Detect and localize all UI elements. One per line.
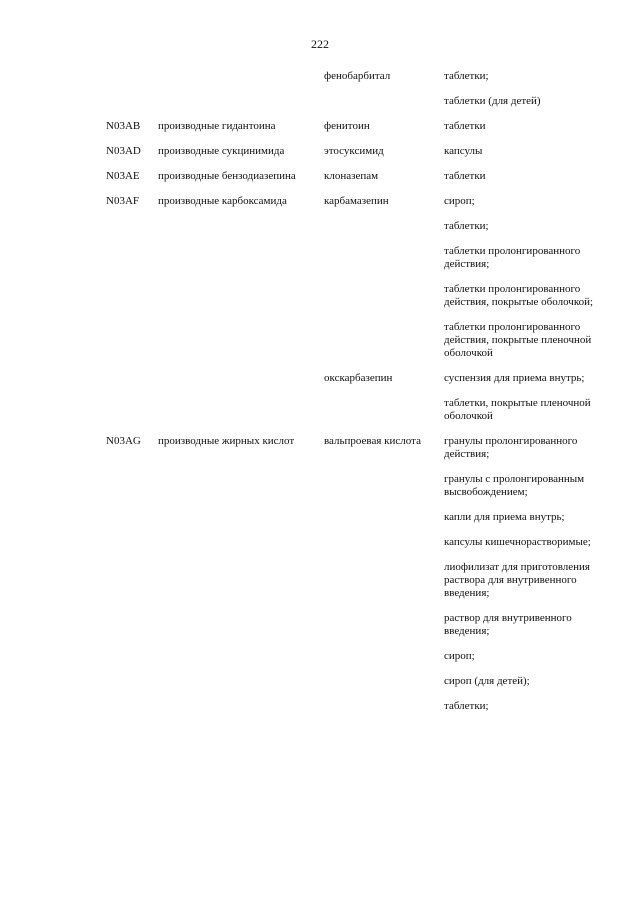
pharmacological-group: производные бензодиазепина [158, 170, 296, 182]
atc-code: N03AB [106, 120, 141, 132]
atc-code: N03AF [106, 195, 140, 207]
drug-name: окскарбазепин [324, 372, 393, 384]
dosage-forms [444, 170, 594, 183]
page-number: 222 [311, 37, 329, 51]
dosage-form: сироп (для детей); [444, 675, 530, 687]
dosage-form: таблетки пролонгированного действия; [444, 245, 581, 270]
dosage-form: таблетки [444, 120, 486, 132]
dosage-form: суспензия для приема внутрь; [444, 372, 585, 384]
table-row [0, 70, 640, 108]
dosage-form: таблетки пролонгированного действия, покрытые пленочной оболочкой [444, 321, 592, 359]
table-row [0, 435, 640, 713]
drug-name: карбамазепин [324, 195, 389, 207]
drug-name: клоназепам [324, 170, 379, 182]
atc-code: N03AD [106, 145, 141, 157]
dosage-form: таблетки; [444, 220, 489, 232]
dosage-form: капли для приема внутрь; [444, 511, 565, 523]
table-row [0, 195, 640, 360]
dosage-form: раствор для внутривенного введения; [444, 612, 572, 637]
dosage-forms [444, 70, 594, 108]
dosage-form: сироп; [444, 195, 475, 207]
dosage-form: таблетки (для детей) [444, 95, 541, 107]
drug-name: фенитоин [324, 120, 370, 132]
atc-code: N03AG [106, 435, 141, 447]
dosage-form: таблетки [444, 170, 486, 182]
dosage-form: гранулы с пролонгированным высвобождением; [444, 473, 585, 498]
dosage-form: таблетки пролонгированного действия, покрытые оболочкой; [444, 283, 594, 308]
pharmacological-group: производные сукцинимида [158, 145, 285, 157]
table-row [0, 170, 640, 183]
drug-name: этосуксимид [324, 145, 384, 157]
dosage-form: сироп; [444, 650, 475, 662]
dosage-forms [444, 195, 594, 360]
pharmacological-group: производные карбоксамида [158, 195, 287, 207]
table-row [0, 120, 640, 133]
dosage-forms [444, 435, 594, 713]
dosage-forms [444, 372, 594, 423]
atc-code: N03AE [106, 170, 140, 182]
dosage-form: таблетки; [444, 70, 489, 82]
dosage-forms [444, 145, 594, 158]
dosage-form: гранулы пролонгированного действия; [444, 435, 578, 460]
dosage-form: таблетки; [444, 700, 489, 712]
table-row [0, 372, 640, 423]
pharmacological-group: производные гидантоина [158, 120, 276, 132]
dosage-form: таблетки, покрытые пленочной оболочкой [444, 397, 591, 422]
table-row [0, 145, 640, 158]
dosage-form: лиофилизат для приготовления раствора для внутривенного введения; [444, 561, 590, 599]
drug-name: фенобарбитал [324, 70, 391, 82]
dosage-form: капсулы [444, 145, 483, 157]
pharmacological-group: производные жирных кислот [158, 435, 295, 447]
drug-table [0, 70, 640, 725]
drug-name: вальпроевая кислота [324, 435, 421, 447]
dosage-form: капсулы кишечнорастворимые; [444, 536, 591, 548]
dosage-forms [444, 120, 594, 133]
